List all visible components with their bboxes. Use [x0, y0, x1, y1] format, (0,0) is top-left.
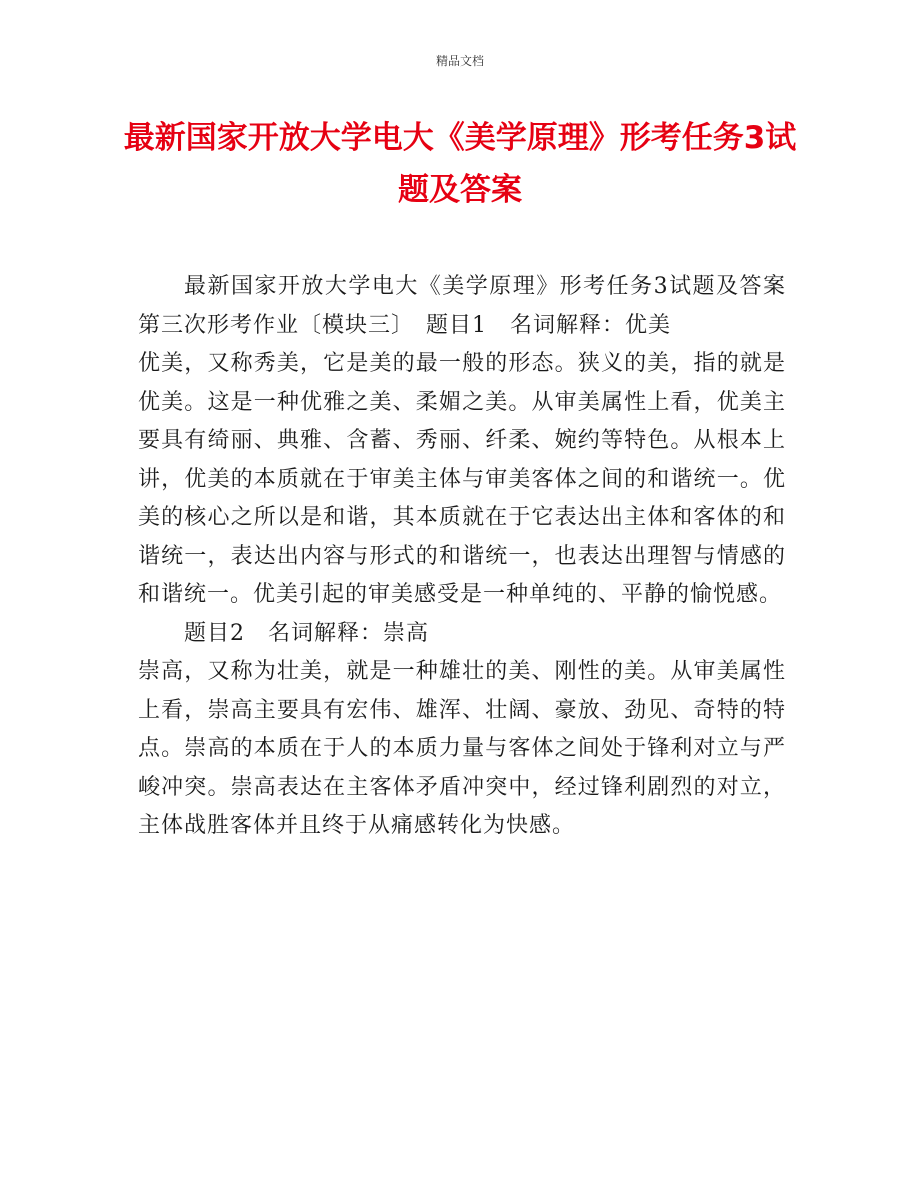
question-2-heading: 题目2 名词解释：崇高: [184, 620, 429, 646]
document-body: [138, 268, 810, 846]
document-title: 最新国家开放大学电大《美学原理》形考任务3试题及答案: [123, 120, 797, 208]
answer-1-paragraph: 优美，又称秀美，它是美的最一般的形态。狭义的美，指的就是优美。这是一种优雅之美、柔媚之美。从审美属性上看，优美主要具有绮丽、典雅、含蓄、秀丽、纤柔、婉约等特色。从根本上讲，优美的本质就在于审美主体与审美客体之间的和谐统一。优美的核心之所以是和谐，其本质就在于它表达出主体和客体的和谐统一，表达出内容与形式的和谐统一，也表达出理智与情感的和谐统一。优美引起的审美感受是一种单纯的、平静的愉悦感。: [138, 351, 786, 607]
answer-2-paragraph: 崇高，又称为壮美，就是一种雄壮的美、刚性的美。从审美属性上看，崇高主要具有宏伟、雄浑、壮阔、豪放、劲见、奇特的特点。崇高的本质在于人的本质力量与客体之间处于锋利对立与严峻冲突。崇高表达在主客体矛盾冲突中，经过锋利剧烈的对立，主体战胜客体并且终于从痛感转化为快感。: [138, 659, 786, 838]
header-watermark-text: 精品文档: [435, 54, 484, 68]
intro-paragraph: 最新国家开放大学电大《美学原理》形考任务3试题及答案 第三次形考作业〔模块三〕 题目1 名词解释：优美: [138, 274, 810, 338]
